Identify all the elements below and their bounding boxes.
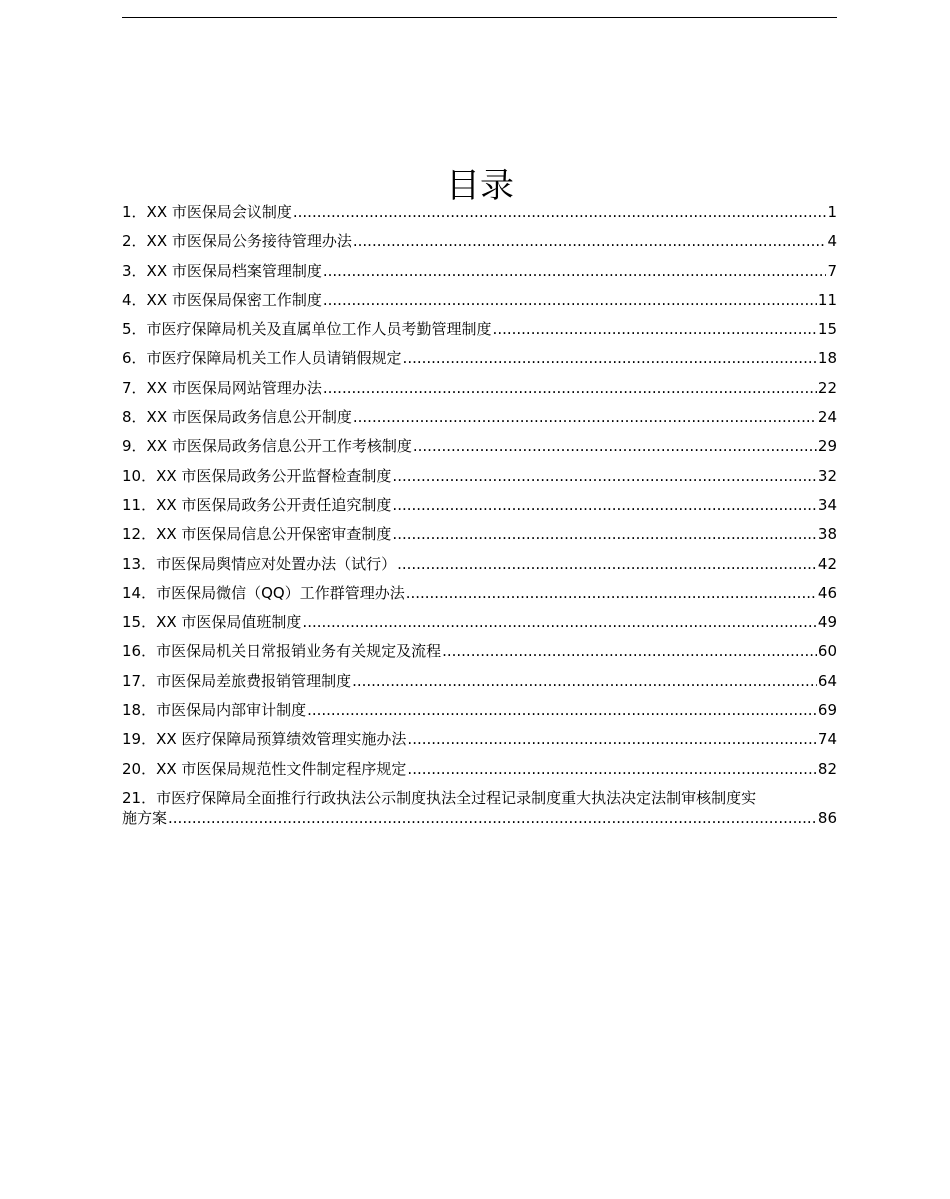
toc-entry[interactable] bbox=[122, 231, 837, 251]
toc-title: 目录 bbox=[446, 165, 514, 206]
dot-leader bbox=[353, 231, 827, 251]
toc-entry-title: 17．市医保局差旅费报销管理制度 bbox=[122, 671, 352, 690]
toc-entry-page: 18 bbox=[817, 349, 837, 368]
toc-entry-page: 42 bbox=[817, 554, 837, 573]
dot-leader bbox=[407, 729, 816, 749]
toc-entry-page: 69 bbox=[817, 701, 837, 720]
toc-entry-title: 6．市医疗保障局机关工作人员请销假规定 bbox=[122, 349, 402, 368]
toc-list bbox=[122, 202, 837, 837]
toc-entry-title: 10．XX 市医保局政务公开监督检查制度 bbox=[122, 466, 392, 485]
toc-entry[interactable] bbox=[122, 407, 837, 427]
toc-entry-title: 20．XX 市医保局规范性文件制定程序规定 bbox=[122, 759, 407, 778]
dot-leader bbox=[407, 759, 816, 779]
dot-leader bbox=[307, 700, 817, 720]
toc-entry-title: 5．市医疗保障局机关及直属单位工作人员考勤管理制度 bbox=[122, 320, 492, 339]
toc-entry-page: 1 bbox=[827, 203, 837, 221]
toc-entry[interactable] bbox=[122, 319, 837, 339]
dot-leader bbox=[493, 319, 817, 339]
toc-entry-page: 38 bbox=[817, 525, 837, 544]
toc-entry-title: 9．XX 市医保局政务信息公开工作考核制度 bbox=[122, 437, 412, 456]
toc-entry-title-continued: 施方案 bbox=[122, 808, 168, 827]
toc-entry-title: 3．XX 市医保局档案管理制度 bbox=[122, 261, 322, 280]
dot-leader bbox=[168, 808, 817, 828]
dot-leader bbox=[392, 495, 816, 515]
dot-leader bbox=[442, 641, 817, 661]
toc-entry[interactable] bbox=[122, 202, 837, 222]
dot-leader bbox=[353, 407, 817, 427]
toc-entry[interactable] bbox=[122, 290, 837, 310]
toc-entry[interactable] bbox=[122, 524, 837, 544]
toc-entry-page: 34 bbox=[817, 495, 837, 514]
toc-entry[interactable] bbox=[122, 788, 837, 828]
toc-entry[interactable] bbox=[122, 554, 837, 574]
toc-entry-title: 19．XX 医疗保障局预算绩效管理实施办法 bbox=[122, 730, 407, 749]
toc-entry[interactable] bbox=[122, 436, 837, 456]
toc-entry-page: 49 bbox=[817, 613, 837, 632]
toc-entry-page: 24 bbox=[817, 408, 837, 427]
toc-entry[interactable] bbox=[122, 700, 837, 720]
toc-entry[interactable] bbox=[122, 759, 837, 779]
toc-entry[interactable] bbox=[122, 583, 837, 603]
toc-entry-page: 7 bbox=[827, 261, 837, 280]
dot-leader bbox=[392, 466, 816, 486]
toc-entry-page: 22 bbox=[817, 378, 837, 397]
toc-entry-page: 86 bbox=[817, 808, 837, 827]
toc-entry-title: 7．XX 市医保局网站管理办法 bbox=[122, 378, 322, 397]
toc-entry-title: 4．XX 市医保局保密工作制度 bbox=[122, 290, 322, 309]
toc-entry-page: 4 bbox=[827, 232, 837, 251]
toc-entry-title: 1．XX 市医保局会议制度 bbox=[122, 203, 292, 221]
toc-entry-title: 18．市医保局内部审计制度 bbox=[122, 701, 307, 720]
toc-entry-page: 29 bbox=[817, 437, 837, 456]
toc-entry[interactable] bbox=[122, 729, 837, 749]
dot-leader bbox=[413, 436, 817, 456]
toc-entry[interactable] bbox=[122, 641, 837, 661]
toc-entry-title: 8．XX 市医保局政务信息公开制度 bbox=[122, 408, 352, 427]
header-rule bbox=[122, 17, 837, 18]
dot-leader bbox=[323, 378, 817, 398]
dot-leader bbox=[352, 671, 817, 691]
toc-entry-page: 11 bbox=[817, 290, 837, 309]
toc-entry-page: 15 bbox=[817, 320, 837, 339]
toc-entry[interactable] bbox=[122, 348, 837, 368]
dot-leader bbox=[392, 524, 816, 544]
toc-entry[interactable] bbox=[122, 466, 837, 486]
dot-leader bbox=[406, 583, 817, 603]
toc-entry-page: 82 bbox=[817, 759, 837, 778]
toc-entry-page: 64 bbox=[817, 671, 837, 690]
toc-entry-title: 14．市医保局微信（QQ）工作群管理办法 bbox=[122, 583, 405, 602]
toc-entry[interactable] bbox=[122, 671, 837, 691]
toc-entry-title: 12．XX 市医保局信息公开保密审查制度 bbox=[122, 525, 392, 544]
dot-leader bbox=[323, 290, 817, 310]
toc-entry-page: 46 bbox=[817, 583, 837, 602]
toc-entry[interactable] bbox=[122, 378, 837, 398]
toc-entry-title: 11．XX 市医保局政务公开责任追究制度 bbox=[122, 495, 392, 514]
dot-leader bbox=[302, 612, 816, 632]
dot-leader bbox=[403, 348, 817, 368]
toc-entry[interactable] bbox=[122, 612, 837, 632]
toc-entry-page: 74 bbox=[817, 730, 837, 749]
toc-entry-title: 15．XX 市医保局值班制度 bbox=[122, 613, 302, 632]
toc-entry-title: 21．市医疗保障局全面推行行政执法公示制度执法全过程记录制度重大执法决定法制审核制度实 bbox=[122, 788, 757, 807]
toc-entry-page: 60 bbox=[817, 642, 837, 661]
toc-entry[interactable] bbox=[122, 495, 837, 515]
dot-leader bbox=[323, 261, 827, 281]
toc-entry-page: 32 bbox=[817, 466, 837, 485]
toc-entry-title: 2．XX 市医保局公务接待管理办法 bbox=[122, 232, 352, 251]
toc-entry-title: 13．市医保局舆情应对处置办法（试行） bbox=[122, 554, 397, 573]
dot-leader bbox=[397, 554, 817, 574]
toc-entry[interactable] bbox=[122, 261, 837, 281]
toc-entry-title: 16．市医保局机关日常报销业务有关规定及流程 bbox=[122, 642, 442, 661]
dot-leader bbox=[293, 202, 827, 222]
